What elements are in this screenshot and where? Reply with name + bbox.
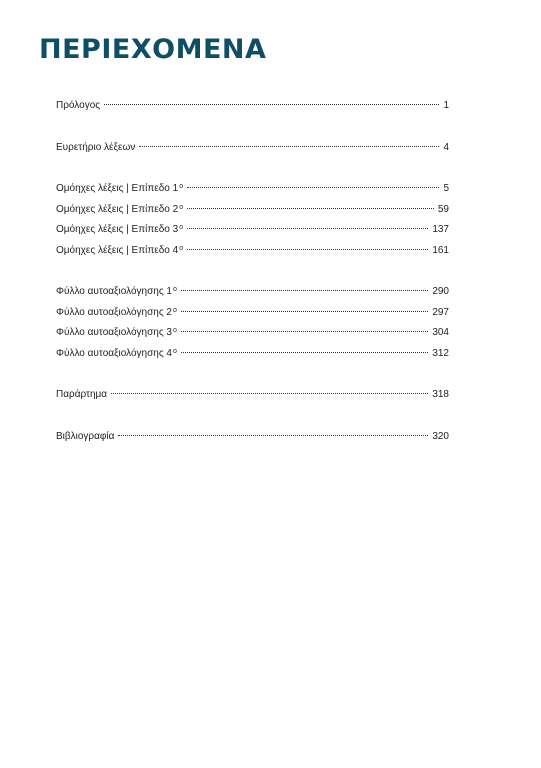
dot-leader (111, 393, 428, 394)
toc-entry-title (56, 96, 100, 117)
toc-entry-title-text: Ομόηχες λέξεις | Επίπεδο 2 (56, 203, 179, 215)
toc-entry-title (56, 282, 177, 303)
table-of-contents (56, 96, 449, 447)
toc-entry-title-text: Φύλλο αυτοαξιολόγησης 4 (56, 347, 172, 359)
toc-entry-title-text: Ομόηχες λέξεις | Επίπεδο 4 (56, 244, 179, 256)
toc-group (56, 138, 449, 159)
toc-entry-ordinal: ο (179, 224, 184, 231)
toc-entry-ordinal: ο (179, 203, 184, 211)
toc-entry-title (56, 241, 183, 262)
toc-entry[interactable] (56, 241, 449, 262)
toc-entry-page-number: 137 (432, 224, 449, 235)
toc-entry-title-text: Φύλλο αυτοαξιολόγησης 2 (56, 306, 172, 318)
toc-entry-page-number: 4 (443, 141, 449, 153)
toc-entry-ordinal: ο (172, 327, 177, 334)
toc-entry-title (56, 427, 114, 448)
toc-entry[interactable] (56, 282, 449, 303)
toc-entry-page-number: 290 (432, 286, 449, 297)
toc-entry-ordinal: ο (172, 306, 177, 314)
toc-entry[interactable] (56, 344, 449, 365)
toc-group (56, 427, 449, 448)
toc-entry-title-text: Πρόλογος (56, 100, 101, 111)
dot-leader (118, 435, 428, 436)
toc-entry-title (56, 220, 183, 241)
dot-leader (187, 208, 434, 209)
toc-entry-title-text: Ομόηχες λέξεις | Επίπεδο 3 (56, 224, 179, 235)
dot-leader (181, 331, 428, 332)
toc-entry-page-number: 297 (432, 306, 449, 318)
toc-entry-ordinal: ο (179, 244, 184, 252)
toc-entry-page-number: 304 (432, 327, 449, 338)
toc-entry-page-number: 161 (432, 244, 449, 256)
page-title: ΠΕΡΙΕΧΟΜΕΝΑ (39, 34, 267, 65)
toc-entry-page-number: 312 (432, 347, 449, 359)
toc-entry[interactable] (56, 427, 449, 448)
toc-group (56, 179, 449, 261)
dot-leader (181, 311, 428, 312)
toc-entry-page-number: 59 (437, 203, 449, 215)
toc-entry-title (56, 323, 177, 344)
toc-entry[interactable] (56, 220, 449, 241)
dot-leader (181, 290, 428, 291)
toc-entry-ordinal: ο (172, 347, 177, 355)
dot-leader (104, 104, 439, 105)
toc-entry-page-number: 320 (432, 430, 449, 442)
dot-leader (187, 249, 428, 250)
toc-entry-title-text: Ευρετήριο λέξεων (56, 141, 136, 153)
toc-entry[interactable] (56, 96, 449, 117)
toc-entry-title-text: Παράρτημα (56, 389, 108, 400)
toc-entry-ordinal: ο (179, 183, 184, 190)
toc-entry-page-number: 318 (432, 389, 449, 400)
toc-entry[interactable] (56, 303, 449, 324)
toc-entry-title (56, 200, 183, 221)
toc-entry-title-text: Βιβλιογραφία (56, 430, 115, 442)
toc-entry-title (56, 385, 107, 406)
toc-entry[interactable] (56, 385, 449, 406)
toc-group (56, 282, 449, 364)
toc-entry[interactable] (56, 200, 449, 221)
toc-entry[interactable] (56, 138, 449, 159)
dot-leader (181, 352, 428, 353)
toc-entry-page-number: 1 (443, 100, 449, 111)
toc-entry-page-number: 5 (443, 183, 449, 194)
toc-entry-title (56, 344, 177, 365)
toc-group (56, 96, 449, 117)
toc-entry[interactable] (56, 323, 449, 344)
toc-entry-title-text: Φύλλο αυτοαξιολόγησης 1 (56, 286, 172, 297)
toc-entry-ordinal: ο (172, 286, 177, 293)
toc-group (56, 385, 449, 406)
dot-leader (139, 146, 439, 147)
toc-entry-title-text: Φύλλο αυτοαξιολόγησης 3 (56, 327, 172, 338)
toc-entry-title-text: Ομόηχες λέξεις | Επίπεδο 1 (56, 183, 179, 194)
toc-entry-title (56, 303, 177, 324)
dot-leader (187, 228, 428, 229)
dot-leader (187, 187, 439, 188)
toc-entry[interactable] (56, 179, 449, 200)
toc-entry-title (56, 179, 183, 200)
toc-entry-title (56, 138, 135, 159)
